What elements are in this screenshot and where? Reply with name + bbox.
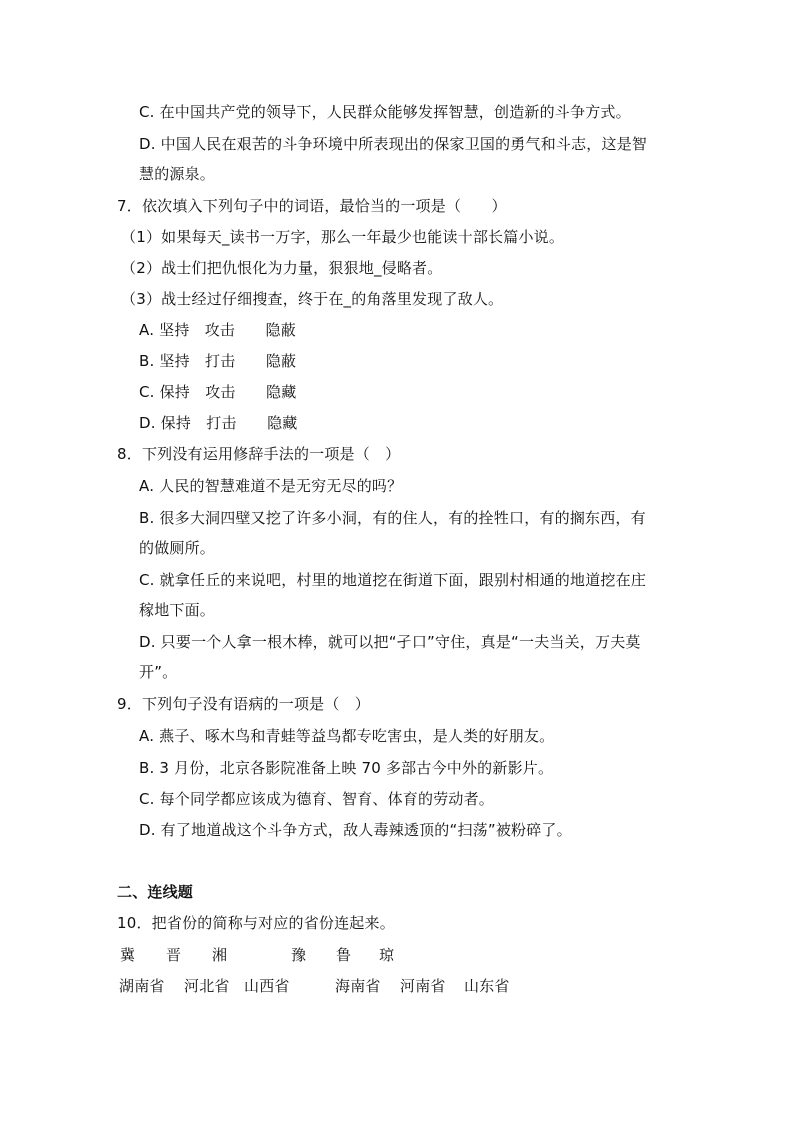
q9-stem: 9．下列句子没有语病的一项是（ ） bbox=[117, 695, 370, 713]
province-item: 山东省 bbox=[464, 977, 510, 995]
q9-option-d: D. 有了地道战这个斗争方式，敌人毒辣透顶的“扫荡”被粉碎了。 bbox=[139, 821, 572, 839]
abbr-item: 豫 bbox=[291, 946, 307, 964]
q8-option-b-line1: B. 很多大洞四壁又挖了许多小洞，有的住人，有的拴牲口，有的搁东西，有 bbox=[139, 509, 646, 527]
q8-stem: 8．下列没有运用修辞手法的一项是（ ） bbox=[117, 445, 401, 463]
abbr-item: 冀 bbox=[120, 946, 136, 964]
q7-option-a: A. 坚持 攻击 隐蔽 bbox=[139, 321, 296, 339]
q6-option-d-line2: 慧的源泉。 bbox=[139, 165, 216, 183]
abbr-item: 琼 bbox=[379, 946, 395, 964]
q10-stem: 10．把省份的简称与对应的省份连起来。 bbox=[117, 914, 395, 932]
q8-option-d-line2: 开”。 bbox=[139, 663, 178, 681]
q6-option-d-line1: D. 中国人民在艰苦的斗争环境中所表现出的保家卫国的勇气和斗志，这是智 bbox=[139, 135, 648, 153]
q9-option-a: A. 燕子、啄木鸟和青蛙等益鸟都专吃害虫，是人类的好朋友。 bbox=[139, 727, 555, 745]
abbr-item: 鲁 bbox=[336, 946, 352, 964]
province-item: 海南省 bbox=[335, 977, 381, 995]
q8-option-a: A. 人民的智慧难道不是无穷无尽的吗？ bbox=[139, 477, 403, 495]
q7-option-d: D. 保持 打击 隐藏 bbox=[139, 414, 298, 432]
q8-option-c-line2: 稼地下面。 bbox=[139, 601, 216, 619]
q7-sentence-2: （2）战士们把仇恨化为力量，狠狠地_侵略者。 bbox=[121, 259, 443, 277]
abbr-item: 湘 bbox=[212, 946, 228, 964]
q8-option-d-line1: D. 只要一个人拿一根木棒，就可以把“孑口”守住，真是“一夫当关，万夫莫 bbox=[139, 633, 641, 651]
q7-sentence-3: （3）战士经过仔细搜查，终于在_的角落里发现了敌人。 bbox=[121, 290, 504, 308]
q9-option-c: C. 每个同学都应该成为德育、智育、体育的劳动者。 bbox=[139, 790, 495, 808]
province-item: 山西省 bbox=[244, 977, 290, 995]
q7-option-c: C. 保持 攻击 隐藏 bbox=[139, 383, 297, 401]
section-2-title: 二、连线题 bbox=[117, 883, 194, 901]
q8-option-c-line1: C. 就拿任丘的来说吧，村里的地道挖在街道下面，跟别村相通的地道挖在庄 bbox=[139, 571, 647, 589]
q8-option-b-line2: 的做厕所。 bbox=[139, 539, 216, 557]
province-item: 河南省 bbox=[400, 977, 446, 995]
province-item: 湖南省 bbox=[119, 977, 165, 995]
q6-option-c: C. 在中国共产党的领导下，人民群众能够发挥智慧，创造新的斗争方式。 bbox=[139, 103, 631, 121]
abbr-item: 晋 bbox=[166, 946, 182, 964]
province-item: 河北省 bbox=[184, 977, 230, 995]
q7-option-b: B. 坚持 打击 隐蔽 bbox=[139, 352, 297, 370]
q9-option-b: B. 3 月份，北京各影院准备上映 70 多部古今中外的新影片。 bbox=[139, 759, 554, 777]
q7-stem: 7．依次填入下列句子中的词语，最恰当的一项是（ ） bbox=[117, 197, 507, 215]
q7-sentence-1: （1）如果每天_读书一万字，那么一年最少也能读十部长篇小说。 bbox=[121, 228, 565, 246]
